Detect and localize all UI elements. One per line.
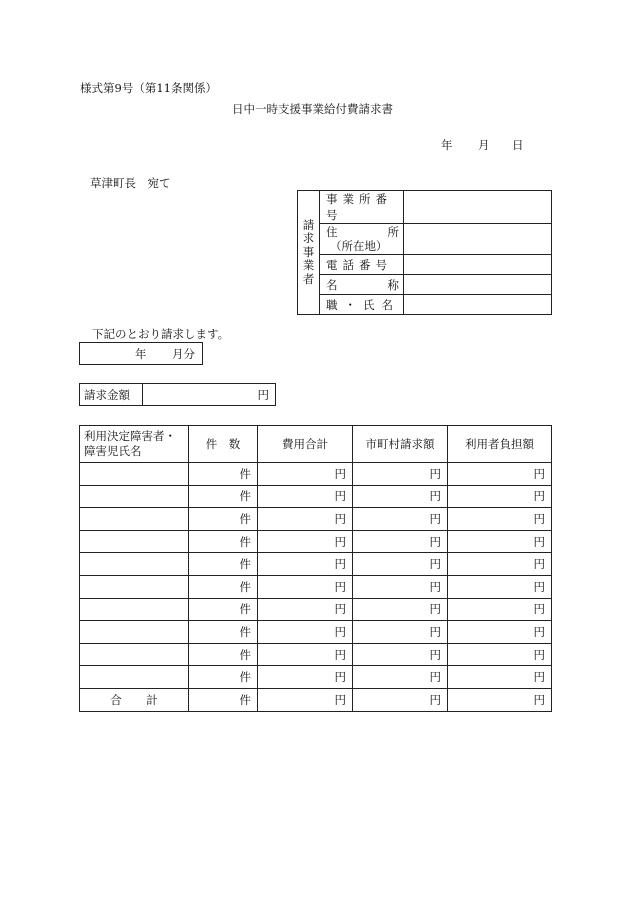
count-cell[interactable]: 件 [189, 530, 258, 553]
total-cost-cell[interactable]: 円 [258, 485, 353, 508]
address-label: 住 所 （所在地） [320, 224, 404, 255]
municipal-amount-cell[interactable]: 円 [353, 463, 448, 486]
date-year-label: 年 [441, 138, 453, 152]
recipient-name-cell[interactable] [80, 530, 189, 553]
total-cost-cell[interactable]: 円 [258, 643, 353, 666]
municipal-amount-cell[interactable]: 円 [353, 530, 448, 553]
recipient-name-cell[interactable] [80, 463, 189, 486]
total-cost-cell[interactable]: 円 [258, 508, 353, 531]
period-year-label: 年 [135, 347, 147, 361]
total-user-burden-cell[interactable]: 円 [448, 688, 552, 711]
user-burden-cell[interactable]: 円 [448, 575, 552, 598]
form-number: 様式第9号（第11条関係） [80, 81, 217, 95]
total-municipal-cell[interactable]: 円 [353, 688, 448, 711]
position-name-field[interactable] [404, 295, 552, 315]
billing-period-box[interactable] [79, 342, 203, 365]
detail-table [79, 425, 552, 712]
user-burden-cell[interactable]: 円 [448, 621, 552, 644]
total-label: 合 計 [80, 688, 189, 711]
table-row [80, 485, 552, 508]
total-row [80, 688, 552, 711]
recipient-name-cell[interactable] [80, 643, 189, 666]
count-cell[interactable]: 件 [189, 666, 258, 689]
count-cell[interactable]: 件 [189, 643, 258, 666]
office-number-label: 事業所番号 [320, 191, 404, 224]
table-row [80, 508, 552, 531]
recipient-name-cell[interactable] [80, 485, 189, 508]
total-cost-cell[interactable]: 円 [258, 598, 353, 621]
user-burden-cell[interactable]: 円 [448, 508, 552, 531]
user-burden-cell[interactable]: 円 [448, 463, 552, 486]
municipal-amount-cell[interactable]: 円 [353, 643, 448, 666]
count-cell[interactable]: 件 [189, 553, 258, 576]
user-burden-cell[interactable]: 円 [448, 485, 552, 508]
claimant-side-label: 請 求 事 業 者 [298, 191, 320, 315]
address-field[interactable] [404, 224, 552, 255]
claim-amount-label: 請求金額 [80, 384, 143, 406]
municipal-amount-cell[interactable]: 円 [353, 575, 448, 598]
table-row [80, 463, 552, 486]
count-cell[interactable]: 件 [189, 508, 258, 531]
date-day-label: 日 [512, 138, 524, 152]
total-cost-cell[interactable]: 円 [258, 688, 353, 711]
table-row [80, 643, 552, 666]
header-count: 件 数 [189, 426, 258, 463]
recipient-name-cell[interactable] [80, 621, 189, 644]
phone-label: 電話番号 [320, 255, 404, 275]
addressee: 草津町長 宛て [90, 176, 171, 190]
municipal-amount-cell[interactable]: 円 [353, 666, 448, 689]
name-label: 名 称 [320, 275, 404, 295]
header-total-cost: 費用合計 [258, 426, 353, 463]
table-row [80, 666, 552, 689]
claim-amount-field[interactable]: 円 [143, 384, 276, 406]
header-recipient-name: 利用決定障害者・ 障害児氏名 [80, 426, 189, 463]
recipient-name-cell[interactable] [80, 666, 189, 689]
user-burden-cell[interactable]: 円 [448, 598, 552, 621]
count-cell[interactable]: 件 [189, 621, 258, 644]
municipal-amount-cell[interactable]: 円 [353, 598, 448, 621]
recipient-name-cell[interactable] [80, 508, 189, 531]
count-cell[interactable]: 件 [189, 463, 258, 486]
phone-field[interactable] [404, 255, 552, 275]
table-row [80, 530, 552, 553]
claim-amount-table [79, 383, 276, 406]
period-month-label: 月分 [172, 347, 195, 361]
lead-text: 下記のとおり請求します。 [92, 327, 230, 341]
user-burden-cell[interactable]: 円 [448, 530, 552, 553]
user-burden-cell[interactable]: 円 [448, 643, 552, 666]
recipient-name-cell[interactable] [80, 575, 189, 598]
total-cost-cell[interactable]: 円 [258, 621, 353, 644]
total-cost-cell[interactable]: 円 [258, 463, 353, 486]
table-row [80, 575, 552, 598]
count-cell[interactable]: 件 [189, 575, 258, 598]
claimant-table [297, 190, 552, 315]
total-count-cell[interactable]: 件 [189, 688, 258, 711]
user-burden-cell[interactable]: 円 [448, 666, 552, 689]
recipient-name-cell[interactable] [80, 553, 189, 576]
user-burden-cell[interactable]: 円 [448, 553, 552, 576]
municipal-amount-cell[interactable]: 円 [353, 553, 448, 576]
document-title: 日中一時支援事業給付費請求書 [232, 102, 393, 116]
count-cell[interactable]: 件 [189, 485, 258, 508]
position-name-label: 職・氏名 [320, 295, 404, 315]
header-user-burden: 利用者負担額 [448, 426, 552, 463]
recipient-name-cell[interactable] [80, 598, 189, 621]
header-municipal-amount: 市町村請求額 [353, 426, 448, 463]
table-row [80, 598, 552, 621]
office-number-field[interactable] [404, 191, 552, 224]
municipal-amount-cell[interactable]: 円 [353, 485, 448, 508]
date-month-label: 月 [478, 138, 490, 152]
total-cost-cell[interactable]: 円 [258, 530, 353, 553]
municipal-amount-cell[interactable]: 円 [353, 621, 448, 644]
table-row [80, 553, 552, 576]
count-cell[interactable]: 件 [189, 598, 258, 621]
name-field[interactable] [404, 275, 552, 295]
total-cost-cell[interactable]: 円 [258, 575, 353, 598]
total-cost-cell[interactable]: 円 [258, 553, 353, 576]
table-row [80, 621, 552, 644]
municipal-amount-cell[interactable]: 円 [353, 508, 448, 531]
total-cost-cell[interactable]: 円 [258, 666, 353, 689]
